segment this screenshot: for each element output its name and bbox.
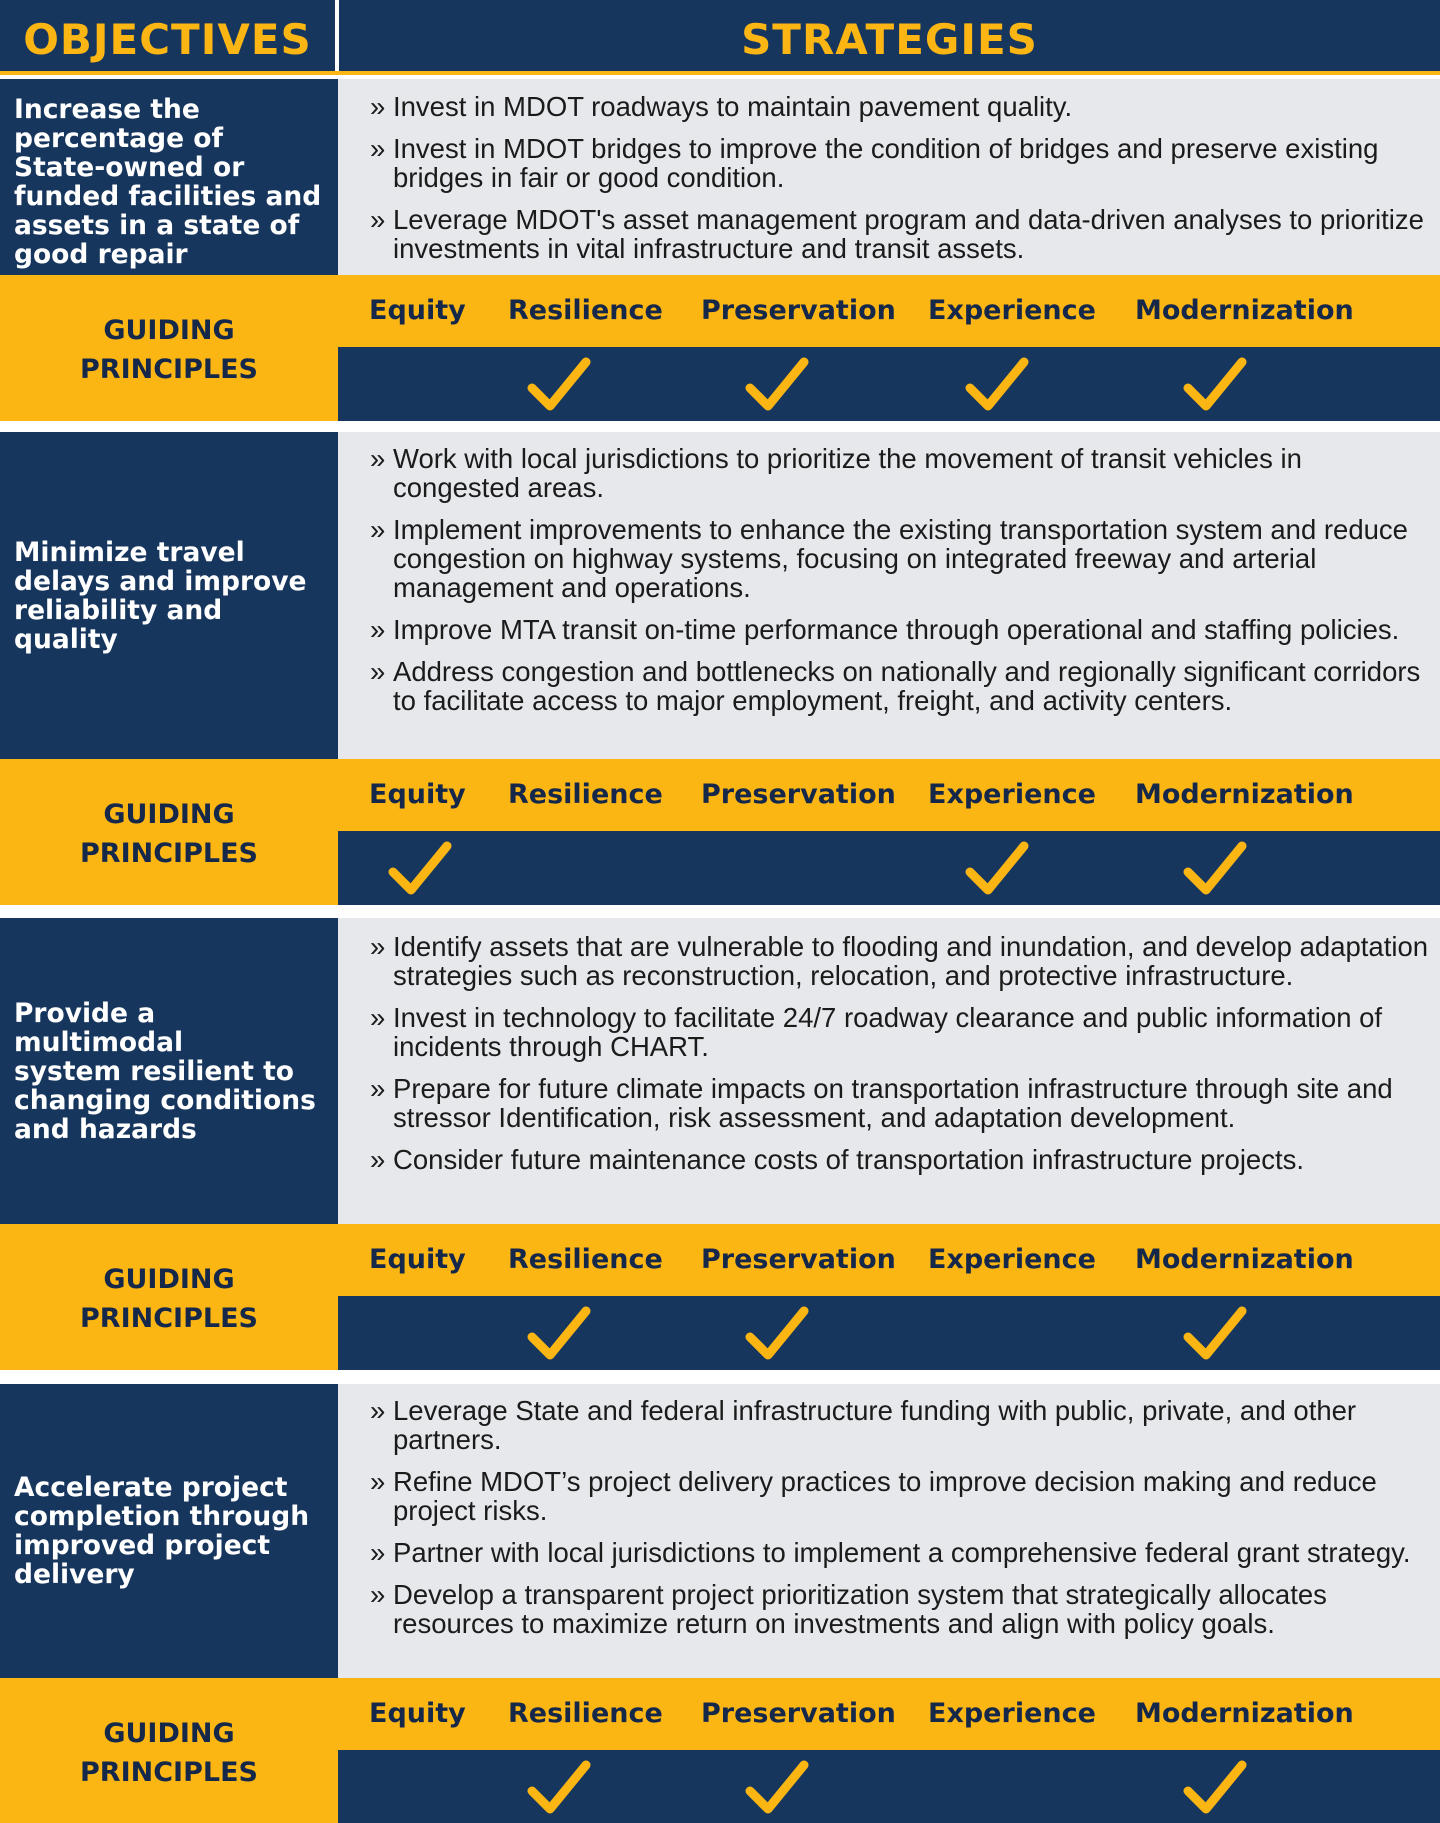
guiding-principles-row <box>0 1224 1440 1370</box>
strategy-item: » Work with local jurisdictions to prioritize the movement of transit vehicles in congested areas. <box>370 444 1430 502</box>
checkmark-icon <box>964 356 1030 414</box>
objective-line: State-owned or <box>14 152 245 183</box>
guiding-principles-label <box>0 759 338 905</box>
principle-resilience: Resilience <box>508 1244 663 1275</box>
guiding-label-line: PRINCIPLES <box>80 1757 258 1788</box>
principle-checks-bar <box>338 1750 1440 1823</box>
checkmark-icon <box>526 356 592 414</box>
principle-modernization: Modernization <box>1135 1244 1354 1275</box>
guiding-label-line: PRINCIPLES <box>80 838 258 869</box>
principle-preservation: Preservation <box>701 1698 896 1729</box>
guiding-principles-row <box>0 1678 1440 1823</box>
strategy-item: » Invest in MDOT bridges to improve the condition of bridges and preserve existing bridges in fair or good condition. <box>370 134 1430 192</box>
principle-names-bar <box>338 275 1440 347</box>
objective-line: assets in a state of <box>14 210 300 241</box>
principle-equity: Equity <box>369 1698 466 1729</box>
guiding-label-line: GUIDING <box>103 315 235 346</box>
strategy-item: » Leverage MDOT's asset management program and data-driven analyses to prioritize investments in vital infrastructure and transit assets. <box>370 205 1430 263</box>
strategies-cell <box>338 432 1440 759</box>
objective-line: improved project <box>14 1530 271 1561</box>
objective-line: percentage of <box>14 123 224 154</box>
objective-line: good repair <box>14 239 188 270</box>
principle-equity: Equity <box>369 295 466 326</box>
strategy-item: » Implement improvements to enhance the existing transportation system and reduce congestion on highway systems, focusing on integrated freeway and arterial management and operations. <box>370 515 1430 602</box>
principle-checks-bar <box>338 1296 1440 1370</box>
objective-cell <box>0 432 338 759</box>
strategy-item: » Leverage State and federal infrastructure funding with public, private, and other partners. <box>370 1396 1430 1454</box>
principle-equity: Equity <box>369 1244 466 1275</box>
checkmark-icon <box>526 1759 592 1817</box>
strategy-list <box>370 92 1430 276</box>
checkmark-icon <box>964 840 1030 898</box>
principle-resilience: Resilience <box>508 295 663 326</box>
objective-line: and hazards <box>14 1113 197 1145</box>
strategy-item: » Invest in technology to facilitate 24/7 roadway clearance and public information of incidents through CHART. <box>370 1003 1430 1061</box>
strategy-list <box>370 1396 1430 1651</box>
principle-experience: Experience <box>928 295 1096 326</box>
objective-cell <box>0 79 338 275</box>
principle-checks-bar <box>338 831 1440 905</box>
header-rule <box>0 71 1440 75</box>
guiding-principles-row <box>0 275 1440 421</box>
strategy-list <box>370 932 1430 1187</box>
objective-cell <box>0 1384 338 1678</box>
checkmark-icon <box>526 1305 592 1363</box>
guiding-label-line: GUIDING <box>103 799 235 830</box>
objective-line: reliability and <box>14 594 223 626</box>
checkmark-icon <box>744 356 810 414</box>
objective-line: Accelerate project <box>14 1472 288 1503</box>
guiding-principles-label <box>0 1678 338 1823</box>
objective-line: system resilient to <box>14 1055 294 1087</box>
strategy-item: » Invest in MDOT roadways to maintain pavement quality. <box>370 92 1430 121</box>
guiding-label-line: PRINCIPLES <box>80 354 258 385</box>
principle-equity: Equity <box>369 779 466 810</box>
principle-names-bar <box>338 759 1440 831</box>
objective-cell <box>0 918 338 1224</box>
guiding-principles-label <box>0 1224 338 1370</box>
principle-preservation: Preservation <box>701 1244 896 1275</box>
strategy-item: » Identify assets that are vulnerable to flooding and inundation, and develop adaptation strategies such as reconstruction, relocation, and protective infrastructure. <box>370 932 1430 990</box>
strategy-item: » Partner with local jurisdictions to implement a comprehensive federal grant strategy. <box>370 1538 1430 1567</box>
principle-preservation: Preservation <box>701 295 896 326</box>
objective-line: quality <box>14 623 118 655</box>
principle-modernization: Modernization <box>1135 295 1354 326</box>
strategy-item: » Address congestion and bottlenecks on nationally and regionally significant corridors to facilitate access to major employment, freight, and activity centers. <box>370 657 1430 715</box>
strategy-list <box>370 444 1430 728</box>
principle-modernization: Modernization <box>1135 1698 1354 1729</box>
objective-line: completion through <box>14 1501 310 1532</box>
strategy-item: » Develop a transparent project prioritization system that strategically allocates resources to maximize return on investments and align with policy goals. <box>370 1580 1430 1638</box>
principle-resilience: Resilience <box>508 779 663 810</box>
principle-modernization: Modernization <box>1135 779 1354 810</box>
objective-line: delays and improve <box>14 565 307 597</box>
checkmark-icon <box>1182 356 1248 414</box>
strategies-cell <box>338 79 1440 275</box>
checkmark-icon <box>1182 840 1248 898</box>
guiding-label-line: GUIDING <box>103 1718 235 1749</box>
table-header <box>0 0 1440 75</box>
strategies-cell <box>338 918 1440 1224</box>
guiding-principles-row <box>0 759 1440 905</box>
objective-line: multimodal <box>14 1026 184 1058</box>
checkmark-icon <box>1182 1759 1248 1817</box>
principle-preservation: Preservation <box>701 779 896 810</box>
principle-experience: Experience <box>928 1244 1096 1275</box>
strategy-item: » Consider future maintenance costs of transportation infrastructure projects. <box>370 1145 1430 1174</box>
guiding-label-line: GUIDING <box>103 1264 235 1295</box>
principle-names-bar <box>338 1678 1440 1750</box>
principle-experience: Experience <box>928 1698 1096 1729</box>
guiding-label-line: PRINCIPLES <box>80 1303 258 1334</box>
objective-line: delivery <box>14 1559 135 1590</box>
checkmark-icon <box>744 1305 810 1363</box>
checkmark-icon <box>1182 1305 1248 1363</box>
strategy-item: » Refine MDOT’s project delivery practices to improve decision making and reduce project risks. <box>370 1467 1430 1525</box>
objective-line: changing conditions <box>14 1084 316 1116</box>
principle-resilience: Resilience <box>508 1698 663 1729</box>
strategies-heading: STRATEGIES <box>741 15 1038 64</box>
strategy-item: » Improve MTA transit on-time performance through operational and staffing policies. <box>370 615 1430 644</box>
objective-line: funded facilities and <box>14 181 322 212</box>
checkmark-icon <box>387 840 453 898</box>
guiding-principles-label <box>0 275 338 421</box>
principle-checks-bar <box>338 347 1440 421</box>
strategy-item: » Prepare for future climate impacts on transportation infrastructure through site and stressor Identification, risk assessment, and adaptation development. <box>370 1074 1430 1132</box>
objective-line: Provide a <box>14 997 156 1029</box>
principle-experience: Experience <box>928 779 1096 810</box>
checkmark-icon <box>744 1759 810 1817</box>
objective-line: Minimize travel <box>14 536 245 568</box>
strategies-cell <box>338 1384 1440 1678</box>
principle-names-bar <box>338 1224 1440 1296</box>
objective-line: Increase the <box>14 94 200 125</box>
objectives-heading: OBJECTIVES <box>23 15 312 64</box>
